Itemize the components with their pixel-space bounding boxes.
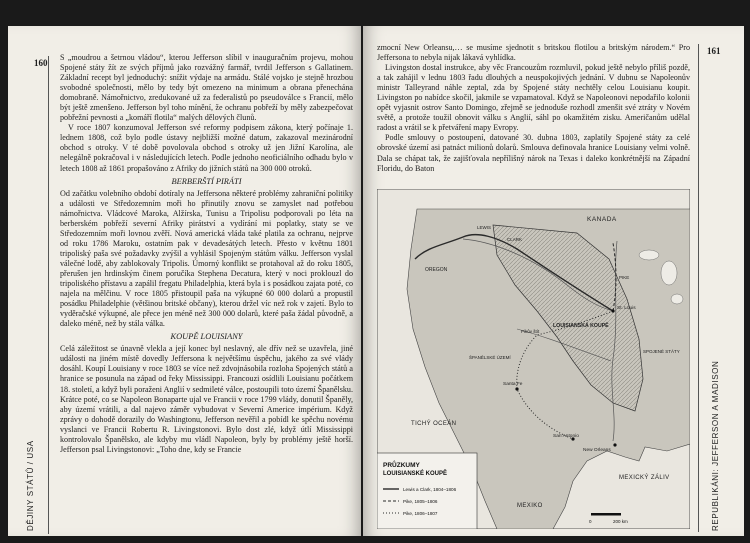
section-heading: KOUPĚ LOUISIANY	[170, 332, 243, 342]
label-clark: CLARK	[507, 237, 523, 242]
map-title: LOUISIANSKÉ KOUPĚ	[383, 471, 448, 477]
running-head: DĚJINY STÁTŮ / USA	[26, 440, 35, 531]
paragraph: zmocní New Orleansu,… se musíme sjednotit s britskou flotilou a britským národem.“ Pro Jeffersona to nebyla nijak lákavá vyhlídka.	[377, 43, 690, 63]
scale-label: 0	[589, 519, 592, 524]
left-text-column	[60, 53, 353, 455]
legend-entry: Pike, 1806–1807	[403, 511, 438, 516]
label-new-orleans: New Orleans	[583, 448, 611, 453]
city-dot	[611, 309, 614, 312]
column-rule	[48, 56, 49, 534]
label-lewis: LEWIS	[477, 225, 492, 230]
left-page	[8, 26, 361, 536]
paragraph: V roce 1807 konzumoval Jefferson své reformy podpisem zákona, který počínaje 1. lednem 1808, což bylo podle ústavy nejbližší možné datum, zakazoval mezinárodní obchod s otroky. V té době povolovala obchod s otroky už jen Jižní Karolína, ale nelegálně pokračoval i v následujících letech. Podle jednoho neoficiálního odhadu bylo v letech 1808 až 1861 propašováno z Afriky do jižních států na 300 000 otroků.	[60, 123, 353, 173]
legend-entry: Pike, 1805–1806	[403, 499, 438, 504]
label-oregon: OREGON	[425, 267, 448, 273]
label-pike: PIKE	[619, 275, 630, 280]
label-louisiana: LOUISIANSKÁ KOUPĚ	[553, 323, 609, 329]
paragraph: Podle smlouvy o postoupení, datované 30. dubna 1803, zaplatily Spojené státy za celé obrovské území asi patnáct milionů dolarů. Smlouva definovala hranice Louisiany velmi volně. Dala se chápat tak, že zajišťovala nepřílišný nárok na Texas i daleko konkrétnější na Západní Floridu, do Baton	[377, 133, 690, 173]
label-san-antonio: San Antonio	[553, 434, 579, 439]
lake	[671, 294, 683, 304]
label-canada: KANADA	[587, 216, 617, 223]
scale-label: 200 km	[613, 519, 628, 524]
legend-entry: Lewis a Clark, 1804–1806	[403, 487, 457, 492]
label-santa-fe: Santa Fe	[503, 382, 523, 387]
label-spanish: ŠPANĚLSKÉ ÚZEMÍ	[469, 355, 511, 360]
scale-bar	[591, 513, 621, 516]
label-st-louis: St. Louis	[617, 306, 636, 311]
right-text-column	[377, 43, 690, 174]
section-heading: BERBERŠTÍ PIRÁTI	[171, 176, 242, 186]
city-dot	[613, 443, 616, 446]
running-head: REPUBLIKÁNI: JEFFERSON A MADISON	[711, 360, 720, 531]
label-gulf: MEXICKÝ ZÁLIV	[619, 475, 670, 481]
map-title: PRŮZKUMY	[383, 462, 420, 469]
column-rule	[698, 44, 699, 532]
paragraph: S „moudrou a šetrnou vládou“, kterou Jefferson slíbil v inauguračním projevu, mohou Spojené státy žít ze svých příjmů jako rozvážný farmář, tvrdil Jefferson s Gallatinem. Základní recept byl jednoduchý: snížit výdaje na armádu. Stálé vojsko je stejně hrozbou svobodné společnosti, mělo by tedy být omezeno na minimum a obrana přenechána domobraně. Námořnictvo, zredukované už za federalistů po pseudoválce s Francií, mělo být ještě zmenšeno. Jefferson byl toho mínění, že ochranu pobřeží by měly zabezpečovat pobřežní pevnosti a „komáří flotila“ malých dělových člunů.	[60, 53, 353, 123]
louisiana-exploration-map	[377, 189, 690, 529]
paragraph: Livingston dostal instrukce, aby věc Francouzům rozmluvil, pokud ještě nebylo příliš pozdě, a tak zahájil v lednu 1803 řadu dlouhých a neuspokojivých jednání. V dubnu se Napoleonův ministr Talleyrand náhle zeptal, zda by Spojené státy nechtěly celou Louisianu koupit. Livingston po nabídce skočil, jakmile se vzpamatoval. Když se Napoleonovi nepodařilo kolonii opět vyjasnit ostrov Santo Domingo, zřejmě se jednoduše rozhodl zmenšit své ztráty v Novém světě, a protože toužil obnovit válku s Anglií, sáhl po okamžitém zisku. Američanům udělal radost a vrátil se k přetváření mapy Evropy.	[377, 63, 690, 133]
label-pikes-peak: Pikův štít	[521, 329, 540, 334]
page-number: 160	[34, 58, 48, 68]
city-dot	[515, 387, 518, 390]
paragraph: Celá záležitost se únavně vlekla a její konec byl neslavný, ale dřív než se uzavřela, jiné události na jiném místě dovedly Jeffersona k největšímu úspěchu, jakého za své vlády dosáhl. Koupí Louisiany v roce 1803 se více než zdvojnásobila rozloha Spojených států a hranice se posunula na západ od řeky Mississippi. Francouzi osídlili Louisianu počátkem 18. století, a když byli poraženi Anglií v sedmileté válce, postoupili toto území Španělsku. Krátce poté, co se Napoleon Bonaparte ujal ve Francii v roce 1799 vlády, donutil Španěly, aby území vrátili, a dal najevo záměr vybudovat v Severní Americe impérium. Když zprávy o dohodě dorazily do Washingtonu, Jefferson nevěřil a pobídl ke spěchu novému vyslanci ve Francii Robertu R. Livingstonovi. Bylo dost zlé, když útlí Mississippi kontrolovalo Španělsko, ale kdyby mu vládl Napoleon, byly by problémy ještě horší. Jefferson psal Livingstonovi: „Toho dne, kdy se Francie	[60, 344, 353, 454]
label-ocean: TICHÝ OCEÁN	[411, 421, 457, 427]
label-usa: SPOJENÉ STÁTY	[643, 349, 680, 354]
page-number: 161	[707, 46, 721, 56]
right-page	[363, 26, 744, 536]
label-mexico: MEXIKO	[517, 503, 543, 509]
paragraph: Od začátku volebního období dotíraly na Jeffersona některé problémy zahraniční politiky a události ve Středozemním moři ho přinutily znovu se zamyslet nad potřebou námořnictva. Vládcové Maroka, Alžírska, Tunisu a Tripolisu podporovali po léta na berberském pobřeží severní Afriky pirátství a vydírání mi poplatky, staty se ve Středozemním moři lovnou zvěří. Nová americká vláda také platila za ochranu, nejprve od roku 1786 Maroku, ostatním pak v devadesátých letech. Přesto v květnu 1801 tripoliský paša své požadavky zvýšil a vyhlásil Spojeným státům válku. Jefferson vyslal válečné lodě, aby zablokovaly Tripolis. Úmorný konflikt se protahoval až do roku 1805, přerušen jen hrdinským činem poručíka Stephena Decatura, který v noci proklouzl do tripoliského přístavu a zapálil fregatu Philadelphia, která byla i s posádkou zajata poté, co najela na mělčinu. V roce 1805 přistoupil paša na výkupné 60 000 dolarů a propustil posádku Philadelphie (většinou britské občany), kterou držel víc než rok v zajetí. Bylo to vyděračské výkupné, ale přece jen méně než 300 000 dolarů, které paša žádal původně, a daleko méně, než by stála válka.	[60, 188, 353, 329]
lake	[661, 261, 677, 285]
lake	[639, 250, 659, 260]
